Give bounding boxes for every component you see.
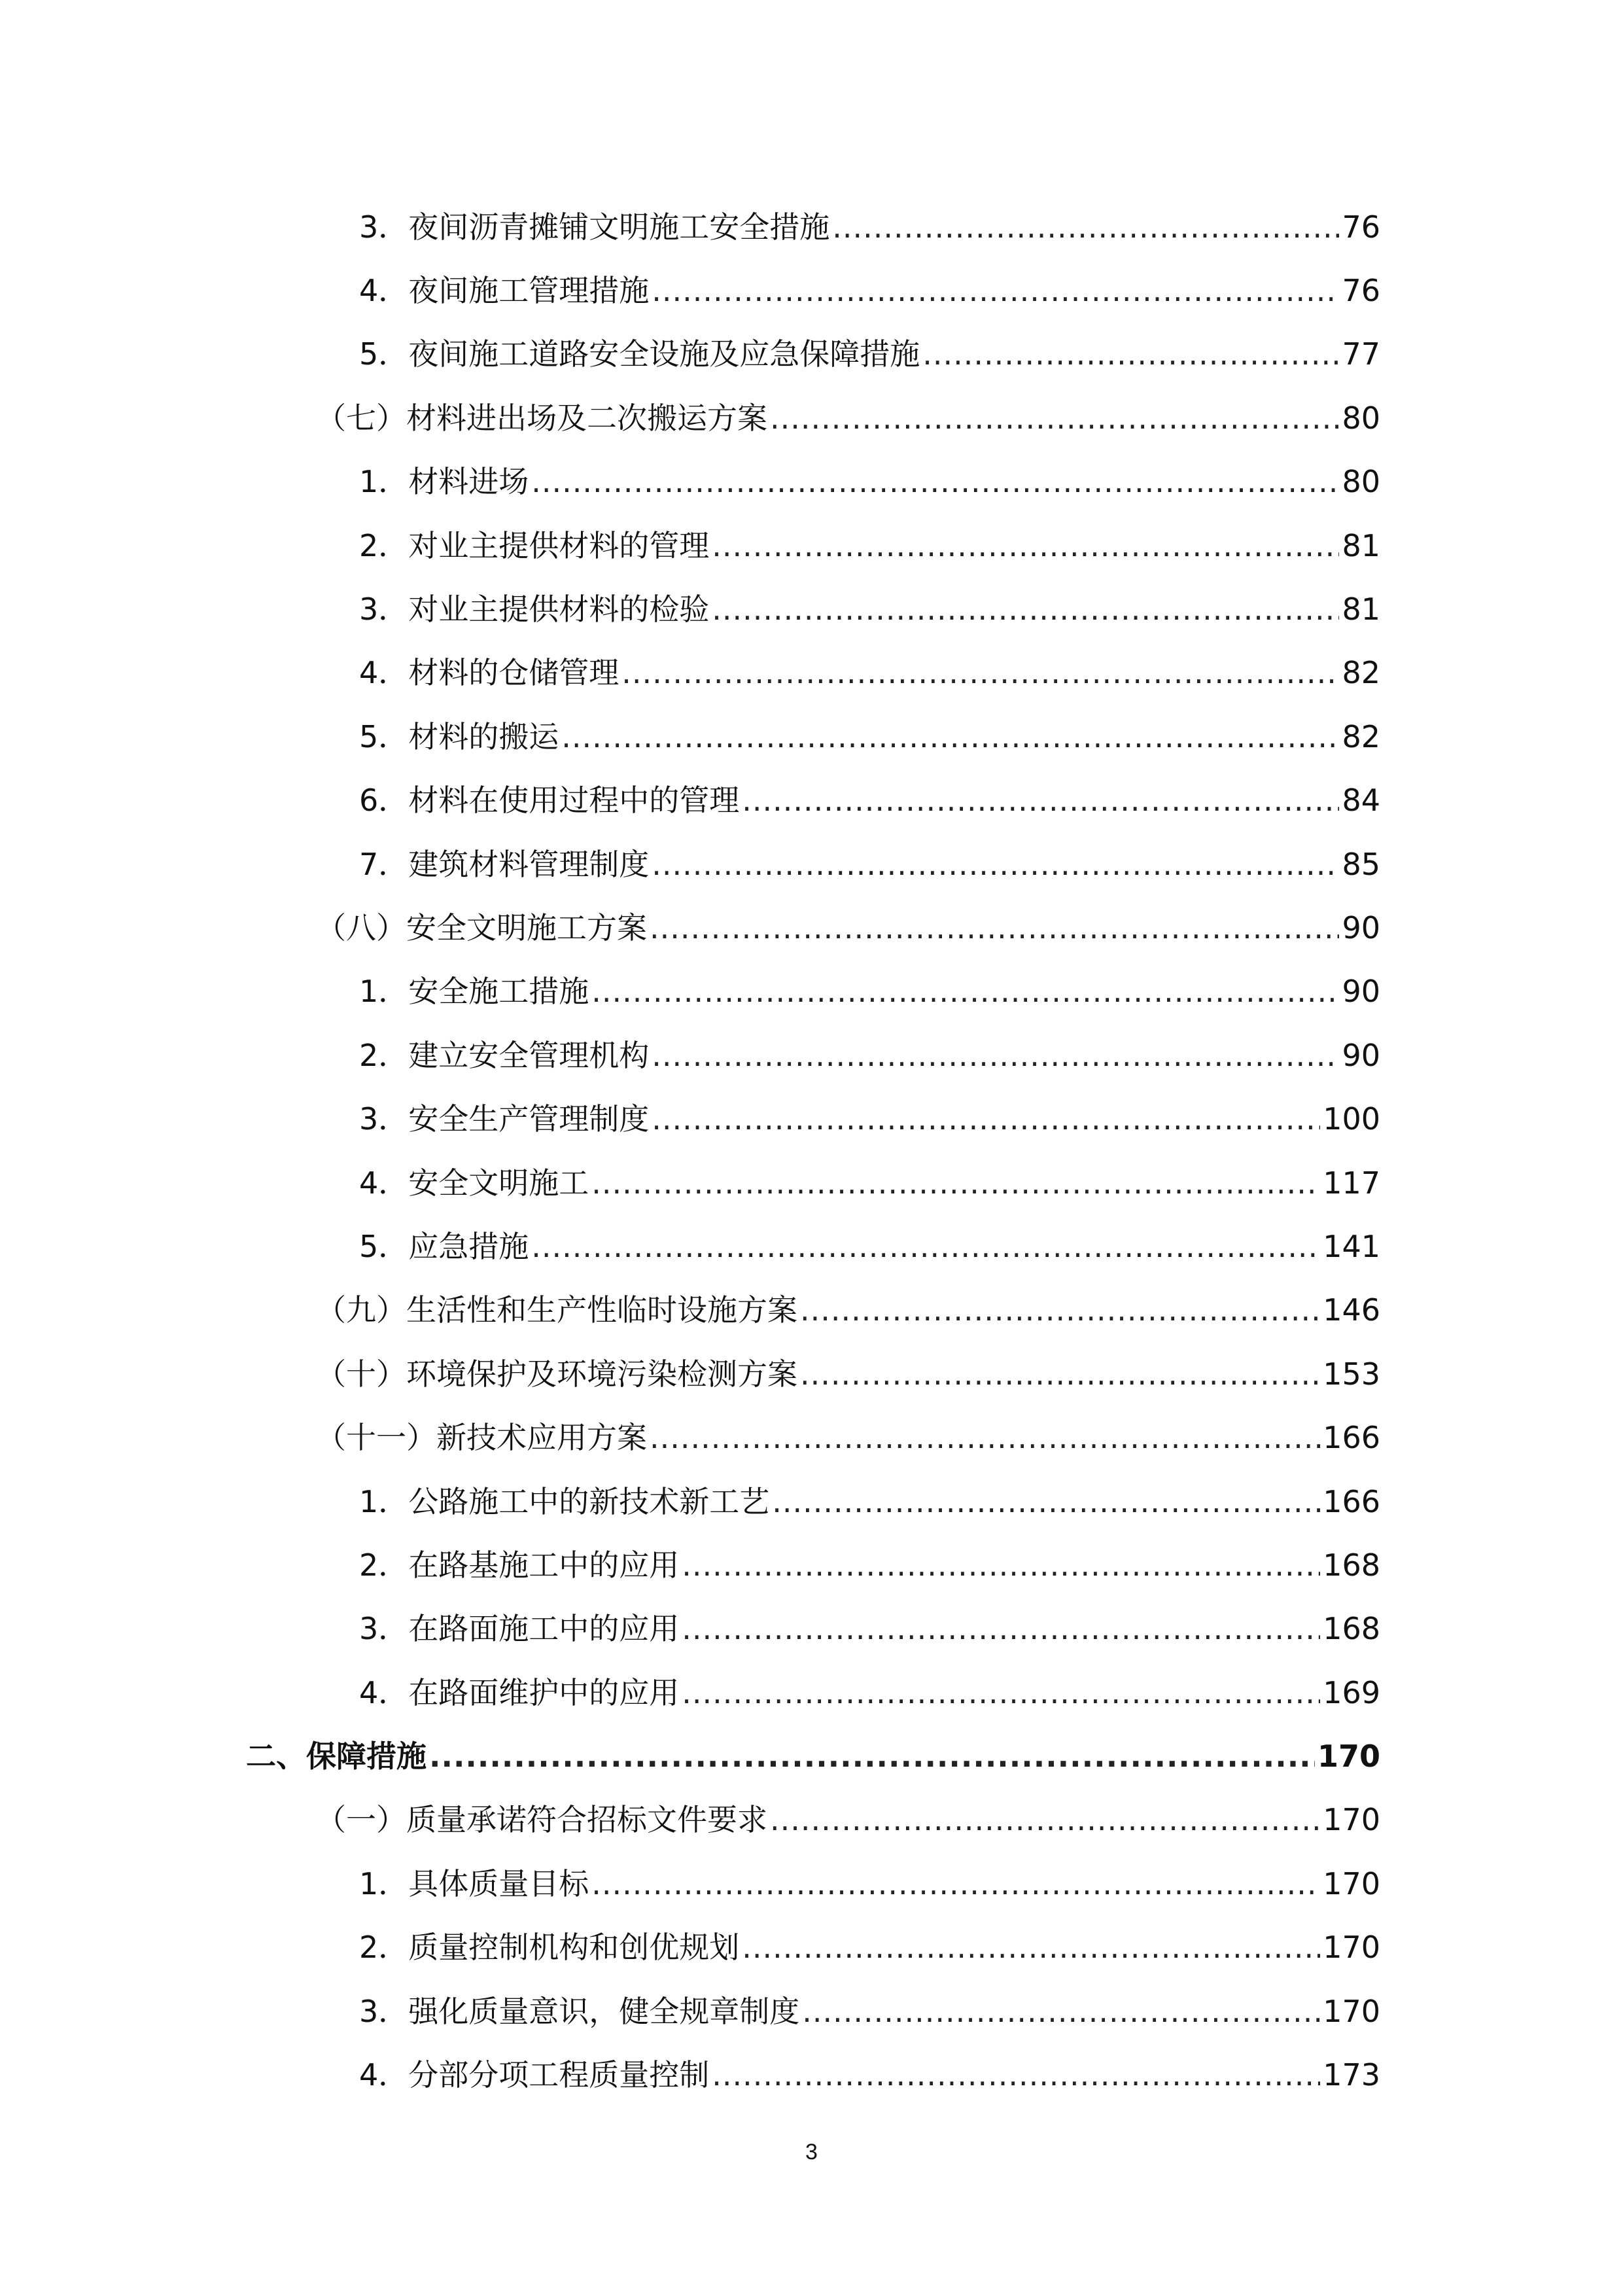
toc-entry-page: 85 [1342, 846, 1380, 882]
toc-entry-page: 146 [1323, 1292, 1380, 1328]
toc-entry[interactable] [246, 323, 1380, 386]
toc-entry-page: 168 [1323, 1611, 1380, 1647]
toc-entry-title: （一）质量承诺符合招标文件要求 [316, 1802, 767, 1838]
toc-dot-leader [429, 1741, 1315, 1771]
toc-entry-title: 5．应急措施 [359, 1228, 529, 1264]
toc-entry-title: 6．材料在使用过程中的管理 [359, 783, 740, 819]
toc-entry-title: 2．质量控制机构和创优规划 [359, 1930, 740, 1966]
toc-entry[interactable] [246, 450, 1380, 514]
toc-entry-title: 7．建筑材料管理制度 [359, 846, 650, 882]
toc-dot-leader [742, 785, 1339, 815]
toc-entry-title: 4．安全文明施工 [359, 1165, 589, 1201]
toc-entry-chapter[interactable] [246, 1724, 1380, 1788]
toc-entry[interactable] [246, 1852, 1380, 1915]
table-of-contents [246, 195, 1380, 2107]
toc-entry[interactable] [246, 1087, 1380, 1150]
toc-entry-page: 166 [1323, 1483, 1380, 1519]
toc-entry-title: （八）安全文明施工方案 [316, 910, 647, 945]
toc-entry-page: 168 [1323, 1547, 1380, 1583]
toc-entry[interactable] [246, 960, 1380, 1023]
toc-dot-leader [802, 1996, 1320, 2026]
toc-entry[interactable] [246, 769, 1380, 832]
toc-dot-leader [712, 2060, 1320, 2090]
toc-dot-leader [712, 594, 1339, 624]
toc-entry-title: 4．分部分项工程质量控制 [359, 2057, 710, 2093]
toc-entry-title: 1．公路施工中的新技术新工艺 [359, 1483, 770, 1519]
toc-entry[interactable] [246, 1342, 1380, 1405]
toc-dot-leader [832, 212, 1339, 242]
toc-dot-leader [652, 1104, 1320, 1134]
toc-entry-title: 3．安全生产管理制度 [359, 1101, 650, 1137]
toc-entry[interactable] [246, 1405, 1380, 1469]
toc-dot-leader [591, 1168, 1320, 1198]
toc-entry[interactable] [246, 577, 1380, 641]
toc-entry[interactable] [246, 1151, 1380, 1214]
toc-dot-leader [652, 849, 1339, 879]
toc-entry-page: 82 [1342, 718, 1380, 754]
toc-entry-page: 84 [1342, 783, 1380, 819]
toc-dot-leader [682, 1614, 1320, 1644]
toc-entry-page: 81 [1342, 592, 1380, 627]
toc-entry[interactable] [246, 1979, 1380, 2043]
toc-dot-leader [682, 1550, 1320, 1580]
toc-entry-page: 80 [1342, 464, 1380, 500]
toc-entry[interactable] [246, 1214, 1380, 1278]
toc-entry[interactable] [246, 832, 1380, 896]
toc-entry-title: 二、保障措施 [246, 1739, 427, 1775]
toc-entry-page: 170 [1323, 1930, 1380, 1966]
toc-dot-leader [531, 1231, 1320, 1262]
toc-entry-page: 166 [1323, 1420, 1380, 1456]
toc-entry-page: 76 [1342, 209, 1380, 245]
toc-entry-title: 1．材料进场 [359, 464, 529, 500]
toc-entry-title: 2．建立安全管理机构 [359, 1037, 650, 1073]
toc-dot-leader [652, 1040, 1339, 1070]
toc-entry[interactable] [246, 1661, 1380, 1724]
toc-dot-leader [770, 1805, 1320, 1835]
toc-entry-title: 3．夜间沥青摊铺文明施工安全措施 [359, 209, 830, 245]
toc-dot-leader [770, 403, 1339, 433]
toc-dot-leader [561, 722, 1339, 752]
toc-dot-leader [591, 976, 1339, 1006]
toc-entry-page: 117 [1323, 1165, 1380, 1201]
toc-entry-page: 100 [1323, 1101, 1380, 1137]
toc-entry[interactable] [246, 896, 1380, 959]
toc-entry-title: 4．在路面维护中的应用 [359, 1674, 680, 1710]
toc-entry-page: 169 [1323, 1674, 1380, 1710]
toc-entry-title: （七）材料进出场及二次搬运方案 [316, 400, 767, 436]
toc-entry-title: 3．强化质量意识，健全规章制度 [359, 1993, 800, 2029]
toc-dot-leader [800, 1359, 1320, 1389]
toc-entry-title: 2．对业主提供材料的管理 [359, 527, 710, 563]
toc-entry[interactable] [246, 1533, 1380, 1597]
toc-entry-title: 3．在路面施工中的应用 [359, 1611, 680, 1647]
toc-entry[interactable] [246, 1023, 1380, 1087]
toc-entry-page: 170 [1323, 1802, 1380, 1838]
toc-dot-leader [742, 1932, 1320, 1962]
toc-dot-leader [922, 339, 1339, 369]
toc-entry-title: 4．夜间施工管理措施 [359, 273, 650, 309]
toc-entry-title: 4．材料的仓储管理 [359, 655, 620, 691]
toc-dot-leader [650, 1422, 1320, 1453]
toc-entry[interactable] [246, 1470, 1380, 1533]
toc-entry-page: 173 [1323, 2057, 1380, 2093]
page-number: 3 [805, 2140, 818, 2164]
toc-entry[interactable] [246, 386, 1380, 450]
toc-entry[interactable] [246, 258, 1380, 322]
toc-dot-leader [682, 1678, 1320, 1708]
toc-entry[interactable] [246, 641, 1380, 705]
toc-dot-leader [712, 531, 1339, 561]
toc-entry[interactable] [246, 705, 1380, 768]
toc-entry-page: 82 [1342, 655, 1380, 691]
toc-dot-leader [652, 275, 1339, 306]
toc-dot-leader [772, 1487, 1320, 1517]
toc-entry-page: 141 [1323, 1228, 1380, 1264]
toc-entry-page: 90 [1342, 1037, 1380, 1073]
toc-dot-leader [621, 658, 1339, 688]
toc-entry[interactable] [246, 195, 1380, 258]
toc-entry-page: 90 [1342, 910, 1380, 945]
toc-entry[interactable] [246, 1788, 1380, 1852]
toc-entry[interactable] [246, 1279, 1380, 1342]
toc-entry-page: 170 [1323, 1865, 1380, 1901]
toc-entry-page: 90 [1342, 974, 1380, 1010]
toc-entry-page: 81 [1342, 527, 1380, 563]
toc-entry-page: 77 [1342, 336, 1380, 372]
toc-dot-leader [531, 467, 1339, 497]
toc-entry-title: （十一）新技术应用方案 [316, 1420, 647, 1456]
toc-entry-page: 170 [1317, 1739, 1380, 1775]
toc-entry-title: 5．材料的搬运 [359, 718, 559, 754]
toc-dot-leader [650, 913, 1339, 943]
toc-entry-page: 76 [1342, 273, 1380, 309]
toc-entry-page: 170 [1323, 1993, 1380, 2029]
toc-entry-page: 80 [1342, 400, 1380, 436]
toc-entry-page: 153 [1323, 1356, 1380, 1392]
toc-entry-title: 5．夜间施工道路安全设施及应急保障措施 [359, 336, 920, 372]
toc-entry[interactable] [246, 1916, 1380, 1979]
toc-entry-title: 1．安全施工措施 [359, 974, 589, 1010]
toc-entry-title: 3．对业主提供材料的检验 [359, 592, 710, 627]
toc-entry[interactable] [246, 514, 1380, 577]
toc-entry-title: （九）生活性和生产性临时设施方案 [316, 1292, 797, 1328]
toc-entry-title: 2．在路基施工中的应用 [359, 1547, 680, 1583]
toc-entry-title: （十）环境保护及环境污染检测方案 [316, 1356, 797, 1392]
toc-entry[interactable] [246, 1597, 1380, 1661]
toc-dot-leader [591, 1869, 1320, 1899]
toc-dot-leader [800, 1295, 1320, 1325]
toc-entry-title: 1．具体质量目标 [359, 1865, 589, 1901]
toc-entry[interactable] [246, 2043, 1380, 2106]
